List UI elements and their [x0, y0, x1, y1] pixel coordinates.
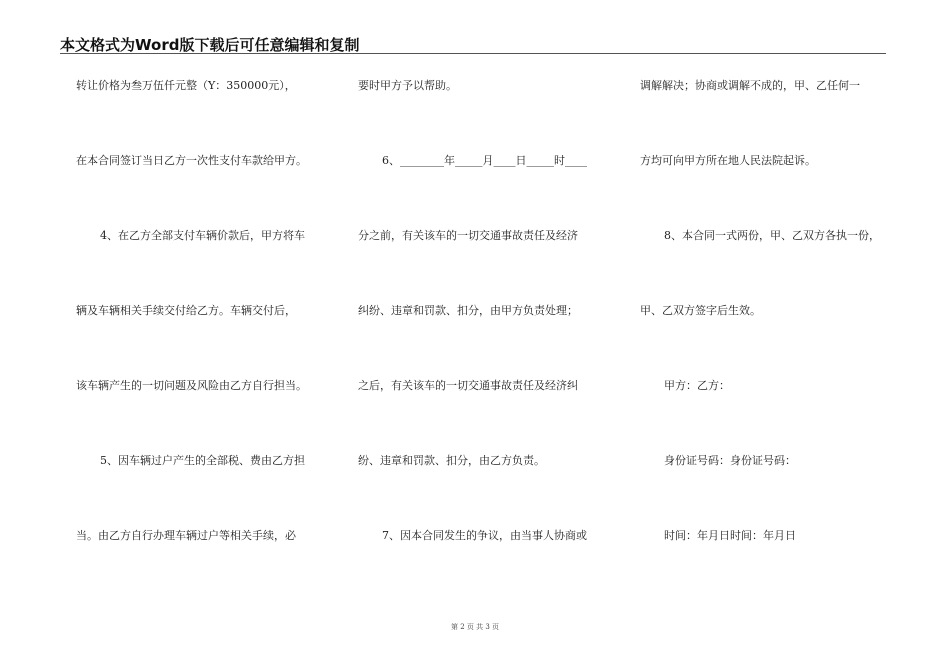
- text-line: 4、在乙方全部支付车辆价款后，甲方将车: [100, 229, 305, 242]
- text-line: 辆及车辆相关手续交付给乙方。车辆交付后，: [76, 304, 296, 317]
- text-line: 身份证号码：身份证号码：: [664, 454, 796, 467]
- text-line: 该车辆产生的一切问题及风险由乙方自行担当。: [76, 379, 307, 392]
- text-line: 时间：年月日时间：年月日: [664, 529, 796, 542]
- text-line: 5、因车辆过户产生的全部税、费由乙方担: [100, 454, 305, 467]
- text-line: 7、因本合同发生的争议，由当事人协商或: [382, 529, 587, 542]
- text-line: 8、本合同一式两份，甲、乙双方各执一份，: [664, 229, 880, 242]
- text-line: 要时甲方予以帮助。: [358, 79, 457, 92]
- text-line: 调解解决；协商或调解不成的，甲、乙任何一: [640, 79, 860, 92]
- text-line: 在本合同签订当日乙方一次性支付车款给甲方。: [76, 154, 307, 167]
- text-line: 甲、乙双方签字后生效。: [640, 304, 761, 317]
- text-line: 之后，有关该车的一切交通事故责任及经济纠: [358, 379, 578, 392]
- text-line: 方均可向甲方所在地人民法院起诉。: [640, 154, 816, 167]
- text-line: 纠纷、违章和罚款、扣分，由甲方负责处理；: [358, 304, 578, 317]
- page-number-footer: 第 2 页 共 3 页: [450, 623, 500, 631]
- text-line: 当。由乙方自行办理车辆过户等相关手续，必: [76, 529, 296, 542]
- header-divider: [60, 53, 886, 54]
- text-line: 转让价格为叁万伍仟元整（Y：350000元），: [76, 79, 296, 92]
- text-line: 6、________年_____月____日_____时____: [382, 154, 587, 167]
- text-line: 甲方：乙方：: [664, 379, 730, 392]
- text-line: 分之前，有关该车的一切交通事故责任及经济: [358, 229, 578, 242]
- text-line: 纷、违章和罚款、扣分，由乙方负责。: [358, 454, 545, 467]
- document-header-title: 本文格式为Word版下载后可任意编辑和复制: [60, 36, 360, 54]
